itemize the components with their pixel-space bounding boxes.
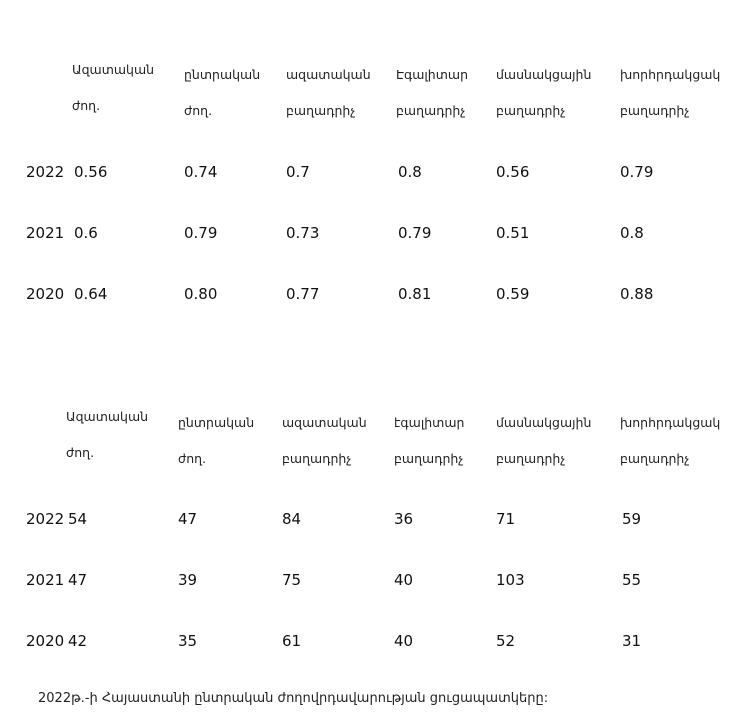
table-cell: 52 xyxy=(496,632,516,650)
table-cell: 0.8 xyxy=(398,163,422,181)
table-cell: 75 xyxy=(282,571,302,589)
table-cell: 0.51 xyxy=(496,224,530,242)
table-cell: 55 xyxy=(622,571,642,589)
table-cell: 0.56 xyxy=(74,163,108,181)
year-label: 2021 xyxy=(26,224,65,242)
header-cell: Ազատական ժող. xyxy=(66,409,149,460)
table-cell: 31 xyxy=(622,632,642,650)
table-cell: 84 xyxy=(282,510,302,528)
table-cell: 54 xyxy=(68,510,88,528)
table-cell: 0.6 xyxy=(74,224,98,242)
table-cell: 0.79 xyxy=(398,224,432,242)
table-cell: 47 xyxy=(178,510,198,528)
header-cell: ազատական բաղադրիչ xyxy=(282,415,367,466)
table-cell: 0.64 xyxy=(74,285,108,303)
table-cell: 0.74 xyxy=(184,163,218,181)
table-cell: 0.56 xyxy=(496,163,530,181)
year-label: 2022 xyxy=(26,163,65,181)
table-cell: 0.80 xyxy=(184,285,218,303)
table-cell: 0.73 xyxy=(286,224,320,242)
table-cell: 103 xyxy=(496,571,525,589)
header-cell: մասնակցային բաղադրիչ xyxy=(496,415,592,466)
table-cell: 36 xyxy=(394,510,414,528)
header-cell: ազատական բաղադրիչ xyxy=(286,67,371,118)
table-cell: 0.88 xyxy=(620,285,654,303)
table-cell: 0.79 xyxy=(620,163,654,181)
header-cell: մասնակցային բաղադրիչ xyxy=(496,67,592,118)
table-cell: 0.81 xyxy=(398,285,432,303)
table-cell: 0.8 xyxy=(620,224,644,242)
year-label: 2021 xyxy=(26,571,65,589)
table-cell: 35 xyxy=(178,632,198,650)
table-cell: 0.79 xyxy=(184,224,218,242)
header-cell: Ազատական ժող. xyxy=(72,62,155,113)
table-cell: 47 xyxy=(68,571,88,589)
table-cell: 0.77 xyxy=(286,285,320,303)
table-cell: 40 xyxy=(394,571,414,589)
header-cell: Էգալիտար բաղադրիչ xyxy=(396,67,468,118)
caption: 2022թ.-ի Հայաստանի ընտրական ժողովրդավարության ցուցապատկերը: xyxy=(38,691,549,706)
header-cell: խորհրդակցակ բաղադրիչ xyxy=(620,415,721,466)
table-cell: 0.7 xyxy=(286,163,310,181)
header-cell: ընտրական ժող. xyxy=(178,415,255,466)
header-cell: էգալիտար բաղադրիչ xyxy=(394,415,465,466)
table-cell: 42 xyxy=(68,632,88,650)
year-label: 2020 xyxy=(26,285,65,303)
table-cell: 40 xyxy=(394,632,414,650)
table-cell: 71 xyxy=(496,510,516,528)
header-cell: խորհրդակցակ բաղադրիչ xyxy=(620,67,721,118)
year-label: 2020 xyxy=(26,632,65,650)
table-cell: 39 xyxy=(178,571,198,589)
table-cell: 0.59 xyxy=(496,285,530,303)
header-cell: ընտրական ժող. xyxy=(184,67,261,118)
year-label: 2022 xyxy=(26,510,65,528)
table-cell: 61 xyxy=(282,632,302,650)
table-cell: 59 xyxy=(622,510,642,528)
